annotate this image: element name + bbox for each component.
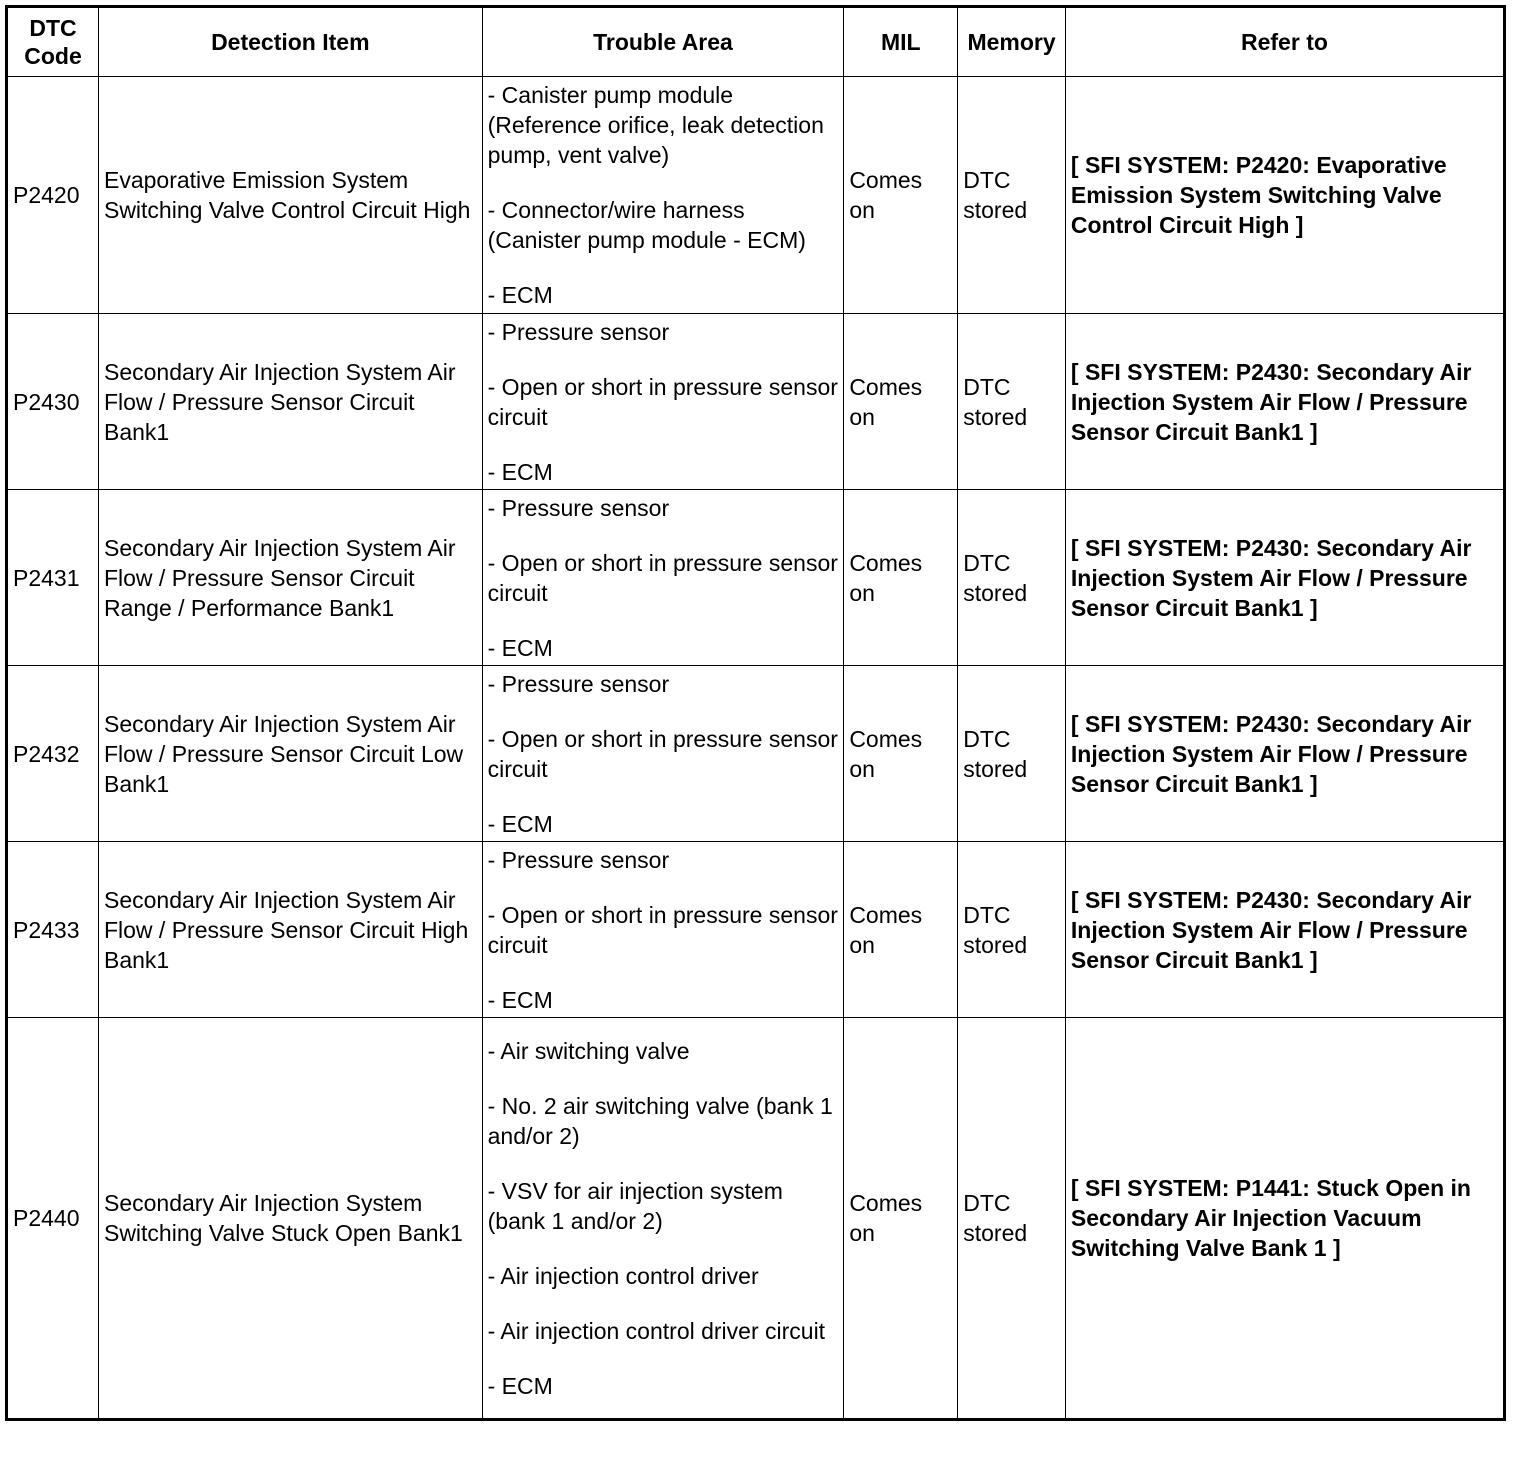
dtc-code: P2432 [7, 666, 99, 842]
mil-status: Comes on [844, 77, 958, 314]
dtc-code: P2420 [7, 77, 99, 314]
trouble-item: - Open or short in pressure sensor circuit [487, 549, 838, 606]
dtc-code: P2431 [7, 490, 99, 666]
trouble-item: - Air injection control driver [487, 1262, 759, 1289]
memory-status: DTC stored [958, 77, 1066, 314]
trouble-item: - ECM [487, 810, 553, 837]
trouble-area [482, 490, 844, 666]
trouble-item: - Pressure sensor [487, 318, 670, 345]
detection-item: Secondary Air Injection System Air Flow / Pressure Sensor Circuit Bank1 [98, 314, 482, 490]
trouble-item: - ECM [487, 986, 553, 1013]
table-row [7, 314, 1505, 490]
table-row [7, 77, 1505, 314]
table-row [7, 490, 1505, 666]
table-row [7, 1018, 1505, 1420]
mil-status: Comes on [844, 666, 958, 842]
trouble-item: - ECM [487, 634, 553, 661]
trouble-item: - VSV for air injection system (bank 1 and/or 2) [487, 1177, 783, 1234]
trouble-item: - Open or short in pressure sensor circuit [487, 373, 838, 430]
mil-status: Comes on [844, 314, 958, 490]
header-trouble-area: Trouble Area [482, 7, 844, 77]
trouble-item: - Connector/wire harness (Canister pump module - ECM) [487, 197, 806, 253]
dtc-code: P2433 [7, 842, 99, 1018]
trouble-item: - Air injection control driver circuit [487, 1317, 826, 1344]
trouble-area [482, 842, 844, 1018]
trouble-area [482, 1018, 844, 1420]
trouble-item: - Open or short in pressure sensor circuit [487, 901, 838, 958]
header-refer-to: Refer to [1065, 7, 1504, 77]
trouble-item: - ECM [487, 282, 553, 308]
table-row [7, 666, 1505, 842]
mil-status: Comes on [844, 1018, 958, 1420]
header-dtc-code: DTC Code [7, 7, 99, 77]
detection-item: Secondary Air Injection System Air Flow / Pressure Sensor Circuit Range / Performance Bank1 [98, 490, 482, 666]
mil-status: Comes on [844, 842, 958, 1018]
refer-to-link[interactable]: [ SFI SYSTEM: P1441: Stuck Open in Secondary Air Injection Vacuum Switching Valve Bank 1 ] [1065, 1018, 1504, 1420]
memory-status: DTC stored [958, 1018, 1066, 1420]
trouble-item: - Open or short in pressure sensor circuit [487, 725, 838, 782]
dtc-table [5, 5, 1506, 1421]
detection-item: Secondary Air Injection System Switching Valve Stuck Open Bank1 [98, 1018, 482, 1420]
header-detection-item: Detection Item [98, 7, 482, 77]
trouble-item: - Air switching valve [487, 1037, 690, 1064]
trouble-item: - Pressure sensor [487, 846, 670, 873]
header-row [7, 7, 1505, 77]
refer-to-link[interactable]: [ SFI SYSTEM: P2420: Evaporative Emission System Switching Valve Control Circuit High ] [1065, 77, 1504, 314]
mil-status: Comes on [844, 490, 958, 666]
trouble-item: - No. 2 air switching valve (bank 1 and/or 2) [487, 1092, 833, 1149]
trouble-area [482, 77, 844, 314]
memory-status: DTC stored [958, 314, 1066, 490]
trouble-item: - ECM [487, 458, 553, 485]
header-mil: MIL [844, 7, 958, 77]
refer-to-link[interactable]: [ SFI SYSTEM: P2430: Secondary Air Injection System Air Flow / Pressure Sensor Circuit Bank1 ] [1065, 314, 1504, 490]
memory-status: DTC stored [958, 666, 1066, 842]
detection-item: Evaporative Emission System Switching Valve Control Circuit High [98, 77, 482, 314]
trouble-item: - Pressure sensor [487, 494, 670, 521]
refer-to-link[interactable]: [ SFI SYSTEM: P2430: Secondary Air Injection System Air Flow / Pressure Sensor Circuit Bank1 ] [1065, 842, 1504, 1018]
trouble-area [482, 666, 844, 842]
memory-status: DTC stored [958, 490, 1066, 666]
table-row [7, 842, 1505, 1018]
trouble-area [482, 314, 844, 490]
memory-status: DTC stored [958, 842, 1066, 1018]
trouble-item: - ECM [487, 1372, 553, 1399]
dtc-code: P2440 [7, 1018, 99, 1420]
header-memory: Memory [958, 7, 1066, 77]
refer-to-link[interactable]: [ SFI SYSTEM: P2430: Secondary Air Injection System Air Flow / Pressure Sensor Circuit Bank1 ] [1065, 490, 1504, 666]
dtc-code: P2430 [7, 314, 99, 490]
detection-item: Secondary Air Injection System Air Flow / Pressure Sensor Circuit Low Bank1 [98, 666, 482, 842]
trouble-item: - Canister pump module (Reference orifice, leak detection pump, vent valve) [487, 82, 824, 168]
trouble-item: - Pressure sensor [487, 670, 670, 697]
refer-to-link[interactable]: [ SFI SYSTEM: P2430: Secondary Air Injection System Air Flow / Pressure Sensor Circuit Bank1 ] [1065, 666, 1504, 842]
detection-item: Secondary Air Injection System Air Flow / Pressure Sensor Circuit High Bank1 [98, 842, 482, 1018]
